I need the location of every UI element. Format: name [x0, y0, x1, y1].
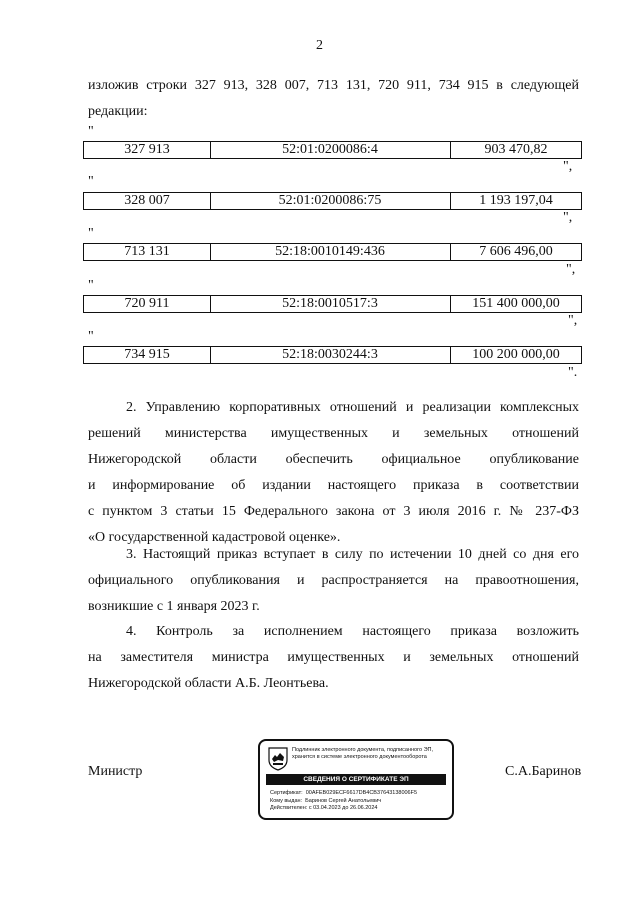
- issued-label: Кому выдан:: [270, 797, 303, 804]
- row-number: 720 911: [84, 296, 211, 312]
- e-signature-stamp: [258, 739, 454, 820]
- table-row: [83, 346, 582, 364]
- cert-value: 00AFEB029ECF6617DB4CB37643138006F5: [305, 790, 418, 796]
- row-cadastral: 52:18:0030244:3: [210, 347, 451, 363]
- row-number: 713 131: [84, 244, 211, 260]
- row-number: 734 915: [84, 347, 211, 363]
- intro-line: редакции:: [88, 104, 148, 119]
- paragraph-3: [88, 542, 579, 620]
- row-value: 100 200 000,00: [472, 347, 560, 362]
- table-row: [83, 243, 582, 261]
- row-value: 1 193 197,04: [479, 193, 553, 208]
- paragraph-2: [88, 395, 579, 551]
- stamp-info: [270, 790, 450, 813]
- row-number: 327 913: [84, 142, 211, 158]
- stamp-header-line: хранится в системе электронного документооборота: [292, 754, 427, 760]
- paragraph-line: 3. Настоящий приказ вступает в силу по истечении 10 дней со дня его: [126, 547, 579, 562]
- paragraph-line: Нижегородской области обеспечить официальное опубликование: [88, 452, 579, 467]
- quote-close: ".: [568, 365, 578, 380]
- page-number: 2: [316, 38, 323, 53]
- quote-open: ": [88, 226, 94, 241]
- paragraph-line: 2. Управлению корпоративных отношений и реализации комплексных: [126, 400, 579, 415]
- paragraph-line: и информирование об издании настоящего приказа в соответствии: [88, 478, 579, 493]
- intro-line: изложив строки 327 913, 328 007, 713 131, 720 911, 734 915 в следующей: [88, 78, 579, 93]
- row-cadastral: 52:01:0200086:4: [210, 142, 451, 158]
- quote-open: ": [88, 124, 94, 139]
- paragraph-line: с пунктом 3 статьи 15 Федерального закона от 3 июля 2016 г. № 237-ФЗ: [88, 504, 579, 519]
- paragraph-line: «О государственной кадастровой оценке».: [88, 530, 341, 545]
- row-cadastral: 52:01:0200086:75: [210, 193, 451, 209]
- signature-position: Министр: [88, 764, 143, 779]
- table-row: [83, 192, 582, 210]
- row-value: 151 400 000,00: [472, 296, 560, 311]
- valid-label: Действителен:: [270, 805, 308, 811]
- row-number: 328 007: [84, 193, 211, 209]
- valid-value: с 03.04.2023 до 26.06.2024: [308, 805, 378, 811]
- quote-close: ",: [563, 159, 573, 174]
- paragraph-line: на заместителя министра имущественных и земельных отношений: [88, 650, 579, 665]
- paragraph-line: 4. Контроль за исполнением настоящего приказа возложить: [126, 624, 579, 639]
- cert-label: Сертификат:: [270, 790, 303, 796]
- row-cadastral: 52:18:0010149:436: [210, 244, 451, 260]
- quote-open: ": [88, 174, 94, 189]
- coat-of-arms-icon: [268, 747, 288, 771]
- stamp-title: СВЕДЕНИЯ О СЕРТИФИКАТЕ ЭП: [266, 774, 446, 785]
- issued-value: Баринов Сергей Анатольевич: [305, 797, 382, 804]
- quote-close: ",: [563, 210, 573, 225]
- paragraph-line: Нижегородской области А.Б. Леонтьева.: [88, 676, 329, 691]
- quote-open: ": [88, 329, 94, 344]
- row-cadastral: 52:18:0010517:3: [210, 296, 451, 312]
- signature-name: С.А.Баринов: [505, 764, 582, 779]
- table-row: [83, 295, 582, 313]
- quote-open: ": [88, 278, 94, 293]
- paragraph-4: [88, 619, 579, 697]
- stamp-header-line: Подлинник электронного документа, подписанного ЭП,: [292, 747, 434, 753]
- table-row: [83, 141, 582, 159]
- paragraph-line: возникшие с 1 января 2023 г.: [88, 599, 260, 614]
- paragraph-line: решений министерства имущественных и земельных отношений: [88, 426, 579, 441]
- paragraph-line: официального опубликования и распространяется на правоотношения,: [88, 573, 579, 588]
- row-value: 903 470,82: [484, 142, 548, 157]
- intro-paragraph: [88, 73, 579, 125]
- row-value: 7 606 496,00: [479, 244, 553, 259]
- quote-close: ",: [566, 262, 576, 277]
- quote-close: ",: [568, 313, 578, 328]
- stamp-header: [292, 747, 450, 761]
